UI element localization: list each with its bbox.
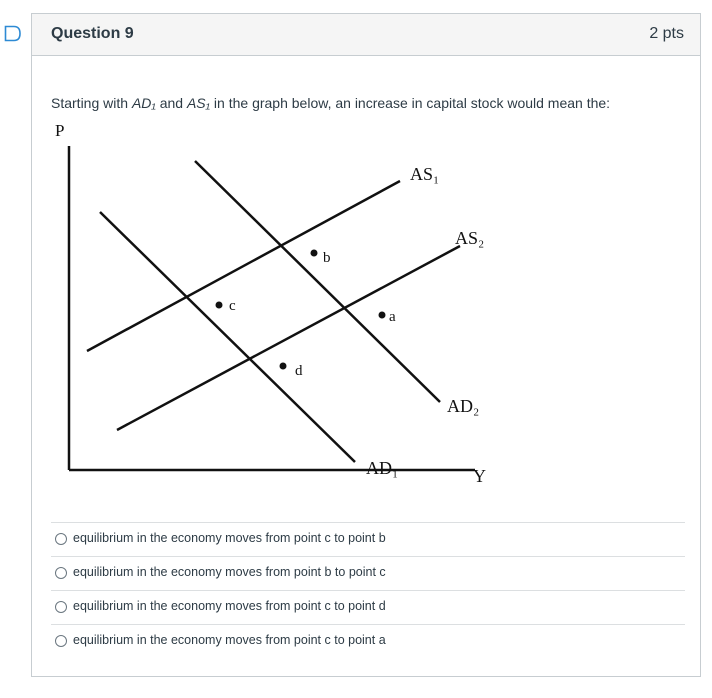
answer-list [51, 522, 685, 658]
answer-option[interactable] [51, 590, 685, 624]
answer-option[interactable] [51, 624, 685, 658]
prompt-text-and: and [155, 95, 187, 111]
ad2-label: AD₂ [447, 396, 480, 416]
point-c-label: c [229, 298, 236, 314]
radio-button[interactable] [55, 635, 67, 647]
answer-label[interactable]: equilibrium in the economy moves from point c to point a [73, 633, 386, 647]
ad1-label: AD₁ [366, 458, 399, 478]
question-title: Question 9 [51, 25, 134, 42]
answer-option[interactable] [51, 556, 685, 590]
point-b-label: b [323, 250, 331, 266]
as1-curve [87, 181, 400, 351]
prompt-ad1: AD₁ [131, 95, 156, 111]
y-axis-label: P [55, 122, 65, 140]
as2-label: AS₂ [455, 228, 485, 248]
as2-curve [117, 246, 460, 430]
point-a-label: a [389, 309, 396, 325]
radio-button[interactable] [55, 567, 67, 579]
question-prompt [51, 95, 610, 111]
point-b-marker [311, 250, 318, 257]
radio-button[interactable] [55, 601, 67, 613]
prompt-text-end: in the graph below, an increase in capital stock would mean the: [210, 95, 611, 111]
ad2-curve [195, 161, 440, 402]
question-card [31, 13, 701, 677]
answer-label[interactable]: equilibrium in the economy moves from point c to point d [73, 599, 386, 613]
answer-label[interactable]: equilibrium in the economy moves from point c to point b [73, 531, 386, 545]
x-axis-label: Y [473, 466, 486, 486]
ad-as-graph [55, 122, 535, 502]
point-c-marker [216, 302, 223, 309]
answer-option[interactable] [51, 522, 685, 556]
point-d-marker [280, 363, 287, 370]
ad1-curve [100, 212, 355, 462]
prompt-as1: AS₁ [186, 95, 211, 111]
prompt-text-start: Starting with [51, 95, 132, 111]
question-points: 2 pts [649, 25, 684, 42]
as1-label: AS₁ [410, 164, 440, 184]
point-d-label: d [295, 363, 303, 379]
flag-question-icon[interactable] [4, 25, 22, 42]
answer-label[interactable]: equilibrium in the economy moves from point b to point c [73, 565, 386, 579]
point-a-marker [379, 312, 386, 319]
radio-button[interactable] [55, 533, 67, 545]
question-header [32, 14, 700, 56]
